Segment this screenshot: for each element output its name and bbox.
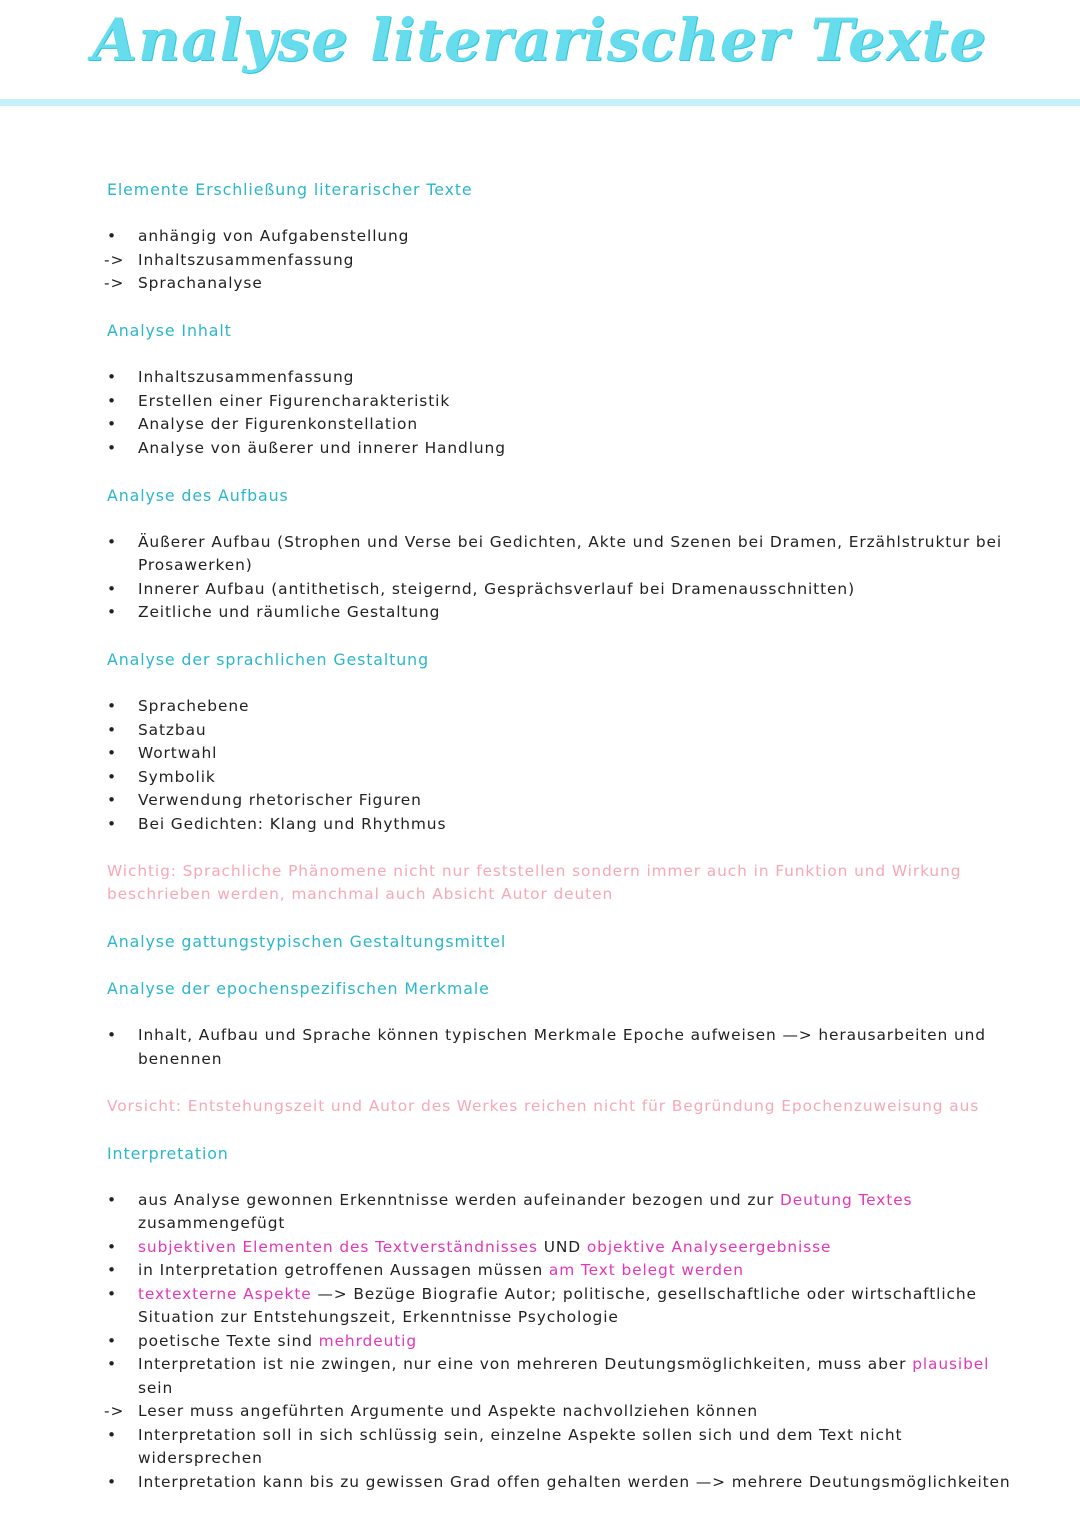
list-item: • Verwendung rhetorischer Figuren: [107, 789, 1027, 813]
list-item: • in Interpretation getroffenen Aussagen müssen am Text belegt werden: [107, 1259, 1027, 1283]
section-heading: Elemente Erschließung literarischer Texte: [107, 180, 473, 199]
bullet-list: [107, 366, 1027, 460]
section-heading: Analyse der sprachlichen Gestaltung: [107, 650, 430, 669]
note-important: Wichtig: Sprachliche Phänomene nicht nur feststellen sondern immer auch in Funktion und Wirkung beschrieben werden, manchmal auch Absicht Autor deuten: [107, 861, 962, 903]
section-heading: Interpretation: [107, 1143, 229, 1163]
list-item: • Innerer Aufbau (antithetisch, steigernd, Gesprächsverlauf bei Dramenausschnitten): [107, 578, 1027, 602]
list-item: • Äußerer Aufbau (Strophen und Verse bei Gedichten, Akte und Szenen bei Dramen, Erzählstruktur bei Prosawerken): [107, 531, 1027, 578]
list-item: • subjektiven Elementen des Textverständnisses UND objektive Analyseergebnisse: [107, 1236, 1027, 1260]
section-heading: Analyse Inhalt: [107, 321, 232, 340]
list-item: • aus Analyse gewonnen Erkenntnisse werden aufeinander bezogen und zur Deutung Textes zusammengefügt: [107, 1189, 1027, 1236]
list-item: -> Leser muss angeführten Argumente und Aspekte nachvollziehen können: [107, 1400, 1027, 1424]
list-item: • Inhalt, Aufbau und Sprache können typischen Merkmale Epoche aufweisen —> herausarbeiten und benennen: [107, 1024, 1027, 1071]
list-item: -> Inhaltszusammenfassung: [107, 249, 1027, 273]
list-item: • Analyse von äußerer und innerer Handlung: [107, 437, 1027, 461]
section-heading: Analyse des Aufbaus: [107, 485, 289, 505]
bullet-list: [107, 1024, 1027, 1071]
list-item: • Sprachebene: [107, 695, 1027, 719]
list-item: • Inhaltszusammenfassung: [107, 366, 1027, 390]
bullet-list: [107, 695, 1027, 836]
list-item: • Interpretation kann bis zu gewissen Grad offen gehalten werden —> mehrere Deutungsmöglichkeiten: [107, 1471, 1027, 1495]
list-item: • anhängig von Aufgabenstellung: [107, 225, 1027, 249]
list-item: • Bei Gedichten: Klang und Rhythmus: [107, 813, 1027, 837]
bullet-list: [107, 531, 1027, 625]
notes-content: [107, 178, 1027, 1494]
note-caution: Vorsicht: Entstehungszeit und Autor des Werkes reichen nicht für Begründung Epochenzuweisung aus: [107, 1096, 980, 1115]
section-heading: Analyse der epochenspezifischen Merkmale: [107, 979, 490, 998]
list-item: -> Sprachanalyse: [107, 272, 1027, 296]
list-item: • Erstellen einer Figurencharakteristik: [107, 390, 1027, 414]
list-item: • Analyse der Figurenkonstellation: [107, 413, 1027, 437]
section-heading: Analyse gattungstypischen Gestaltungsmittel: [107, 932, 507, 951]
list-item: • Wortwahl: [107, 742, 1027, 766]
list-item: • Interpretation soll in sich schlüssig sein, einzelne Aspekte sollen sich und dem Text nicht widersprechen: [107, 1424, 1027, 1471]
list-item: • Symbolik: [107, 766, 1027, 790]
list-item: • poetische Texte sind mehrdeutig: [107, 1330, 1027, 1354]
bullet-list: [107, 1189, 1027, 1495]
title-underline: [0, 99, 1080, 106]
list-item: • Interpretation ist nie zwingen, nur eine von mehreren Deutungsmöglichkeiten, muss aber plausibel sein: [107, 1353, 1027, 1400]
page-title: Analyse literarischer Texte: [92, 6, 988, 74]
list-item: • Zeitliche und räumliche Gestaltung: [107, 601, 1027, 625]
list-item: • Satzbau: [107, 719, 1027, 743]
list-item: • textexterne Aspekte —> Bezüge Biografie Autor; politische, gesellschaftliche oder wirtschaftliche Situation zur Entstehungszeit, Erkenntnisse Psychologie: [107, 1283, 1027, 1330]
bullet-list: [107, 225, 1027, 296]
